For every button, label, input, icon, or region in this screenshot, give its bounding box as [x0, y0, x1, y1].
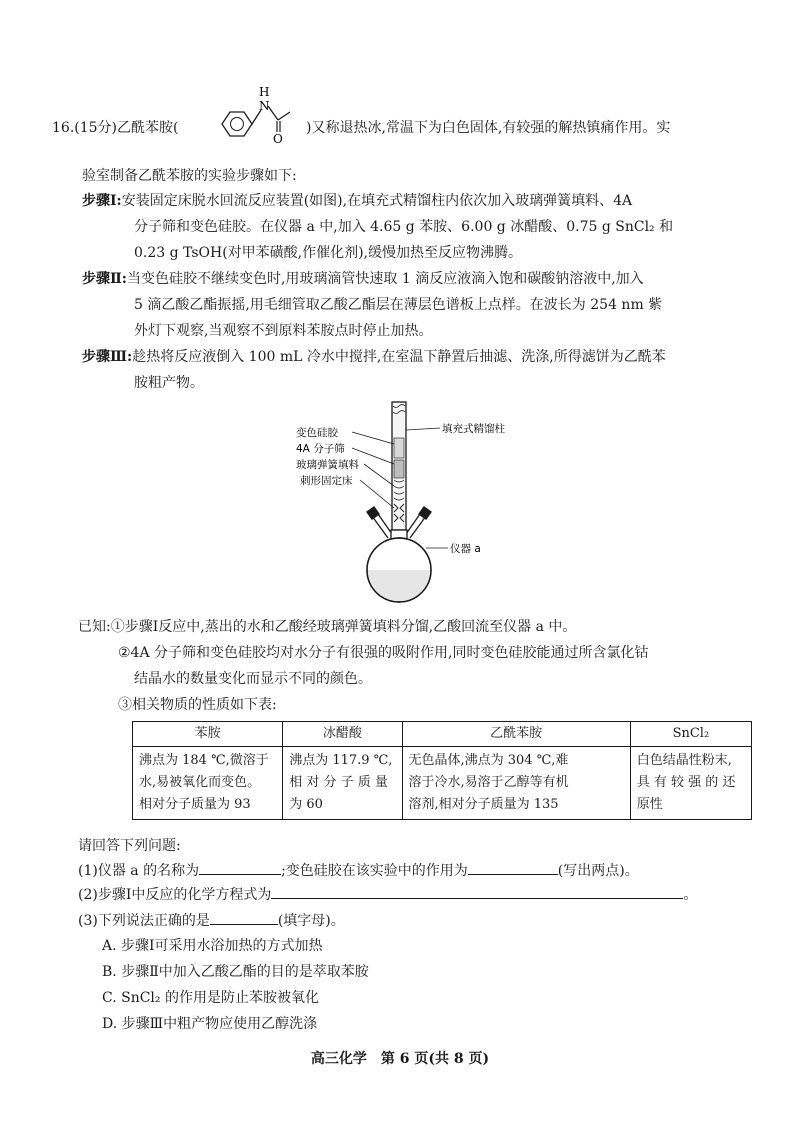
option-c: C. SnCl₂ 的作用是防止苯胺被氧化 [102, 990, 319, 1006]
table-cell [630, 747, 751, 820]
known-2a: ②4A 分子筛和变色硅胶均对水分子有很强的吸附作用,同时变色硅胶能通过所含氯化钴 [118, 645, 649, 661]
step3-label: 步骤Ⅲ: [82, 349, 133, 365]
option-d: D. 步骤Ⅲ中粗产物应使用乙醇洗涤 [102, 1016, 318, 1032]
step3-text1: 趁热将反应液倒入 100 mL 冷水中搅拌,在室温下静置后抽滤、洗涤,所得滤饼为乙酰苯 [132, 349, 666, 365]
q1-answer-blank-2[interactable] [468, 860, 558, 875]
page-footer: 高三化学 第 6 页(共 8 页) [310, 1051, 490, 1067]
table-header-cell: 苯胺 [133, 722, 283, 747]
step1-line1 [82, 191, 632, 211]
step1-label: 步骤Ⅰ: [82, 193, 122, 209]
questions-intro: 请回答下列问题: [78, 838, 181, 854]
cell-line: 白色结晶性粉末, [636, 753, 732, 768]
cell-line: 原性 [636, 797, 663, 812]
label-silica: 变色硅胶 [296, 427, 338, 439]
step1-line3: 0.23 g TsOH(对甲苯磺酸,作催化剂),缓慢加热至反应物沸腾。 [134, 245, 523, 261]
step2-line2: 5 滴乙酸乙酯振摇,用毛细管取乙酸乙酯层在薄层色谱板上点样。在波长为 254 nm 紫 [134, 297, 663, 313]
question-1 [78, 860, 639, 881]
cell-line: 无色晶体,沸点为 304 ℃,难 [408, 753, 569, 768]
q1-part-a: (1)仪器 a 的名称为 [78, 863, 200, 879]
cell-line: 相对分子质量为 93 [139, 797, 251, 812]
properties-table [132, 721, 752, 820]
known-3: ③相关物质的性质如下表: [118, 697, 277, 713]
q1-part-c: (写出两点)。 [557, 863, 639, 879]
cell-line: 具 有 较 强 的 还 [636, 775, 736, 790]
question-2 [78, 884, 697, 905]
table-header-cell: 冰醋酸 [283, 722, 402, 747]
step3-line2: 胺粗产物。 [134, 375, 204, 391]
label-column: 填充式精馏柱 [442, 423, 505, 435]
step1-line2: 分子筛和变色硅胶。在仪器 a 中,加入 4.65 g 苯胺、6.00 g 冰醋酸、0.75 g SnCl₂ 和 [134, 219, 674, 235]
step2-line3: 外灯下观察,当观察不到原料苯胺点时停止加热。 [134, 323, 433, 339]
label-sieve: 4A 分子筛 [296, 443, 345, 455]
q3-part-b: (填字母)。 [277, 913, 345, 929]
table-header-cell: SnCl₂ [630, 722, 751, 747]
cell-line: 为 60 [289, 797, 323, 812]
question-number-and-name: 16.(15分)乙酰苯胺( [52, 120, 179, 136]
formula-o-label: O [273, 132, 283, 144]
table-header-row [133, 722, 752, 747]
table-cell [283, 747, 402, 820]
step2-label: 步骤Ⅱ: [82, 271, 127, 287]
question-description: )又称退热冰,常温下为白色固体,有较强的解热镇痛作用。实 [306, 120, 671, 136]
step2-text1: 当变色硅胶不继续变色时,用玻璃滴管快速取 1 滴反应液滴入饱和碳酸钠溶液中,加入 [126, 271, 644, 287]
option-a: A. 步骤Ⅰ可采用水浴加热的方式加热 [102, 938, 323, 954]
cell-line: 沸点为 117.9 ℃, [289, 753, 393, 768]
formula-n-label: N [259, 99, 270, 113]
q2-answer-blank[interactable] [271, 884, 683, 899]
cell-line: 相 对 分 子 质 量 [289, 775, 388, 790]
label-bed: 刺形固定床 [300, 475, 353, 487]
question-suffix [306, 118, 670, 138]
cell-line: 溶剂,相对分子质量为 135 [408, 797, 559, 812]
table-cell [402, 747, 630, 820]
apparatus-figure [290, 398, 540, 608]
known-2b: 结晶水的数量变化而显示不同的颜色。 [134, 671, 372, 687]
step2-line1 [82, 269, 644, 289]
cell-line: 溶于冷水,易溶于乙醇等有机 [408, 775, 569, 790]
known-1: 已知:①步骤Ⅰ反应中,蒸出的水和乙酸经玻璃弹簧填料分馏,乙酸回流至仪器 a 中。 [78, 619, 577, 635]
cell-line: 水,易被氧化而变色。 [139, 775, 261, 790]
table-row [133, 747, 752, 820]
label-flask: 仪器 a [450, 543, 481, 555]
label-spring: 玻璃弹簧填料 [296, 459, 359, 471]
q2-part-b: 。 [683, 887, 698, 903]
q3-answer-blank[interactable] [210, 910, 278, 925]
q3-part-a: (3)下列说法正确的是 [78, 913, 210, 929]
formula-h-label: H [259, 85, 270, 99]
q1-part-b: ;变色硅胶在该实验中的作用为 [281, 863, 468, 879]
question-prefix [52, 118, 178, 138]
step1-text1: 安装固定床脱水回流反应装置(如图),在填充式精馏柱内依次加入玻璃弹簧填料、4A [121, 193, 633, 209]
question-3 [78, 910, 345, 931]
q1-answer-blank-1[interactable] [199, 860, 281, 875]
step3-line1 [82, 347, 666, 367]
table-header-cell: 乙酰苯胺 [402, 722, 630, 747]
question-line2: 验室制备乙酰苯胺的实验步骤如下: [82, 168, 297, 184]
acetanilide-structure-icon [208, 82, 308, 144]
cell-line: 沸点为 184 ℃,微溶于 [139, 753, 269, 768]
q2-part-a: (2)步骤Ⅰ中反应的化学方程式为 [78, 887, 272, 903]
table-cell [133, 747, 283, 820]
option-b: B. 步骤Ⅱ中加入乙酸乙酯的目的是萃取苯胺 [102, 964, 369, 980]
